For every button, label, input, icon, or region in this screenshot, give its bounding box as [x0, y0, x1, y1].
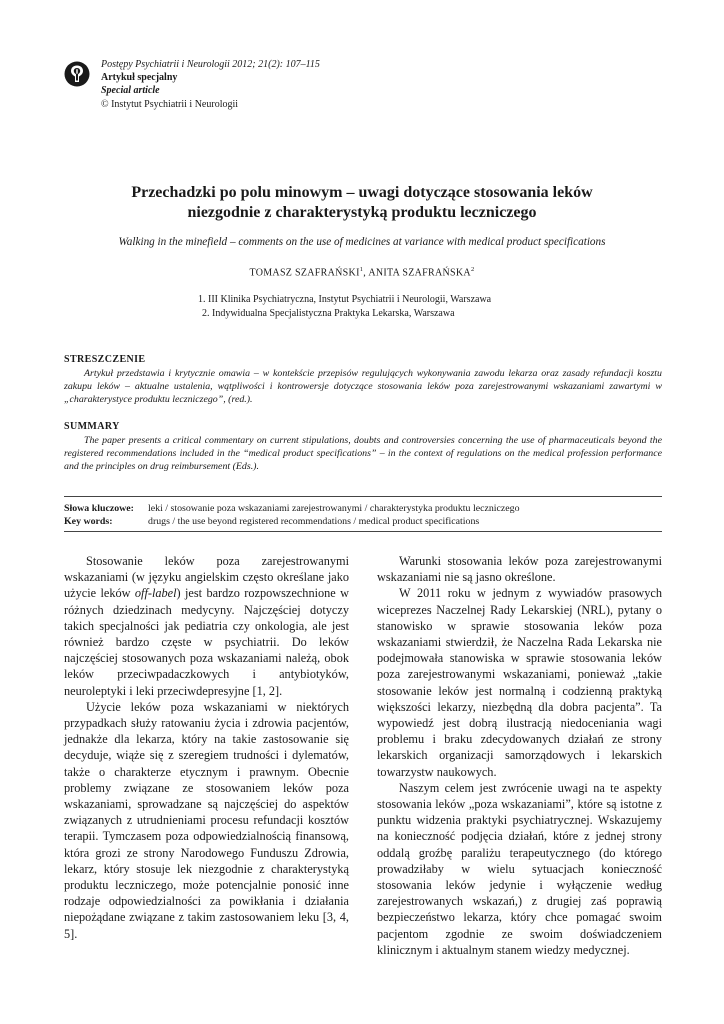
body-paragraph: Naszym celem jest zwrócenie uwagi na te aspekty stosowania leków „poza wskazaniami”, które są istotne z punktu widzenia praktyki psychiatrycznej. Wskazujemy na konieczność podjęcia działań, które z jednej strony oddalą groźbę paraliżu terapeutycznego (do którego prowadziłaby w wielu sytuacjach konieczność stosowania leków jedynie i wyłączenie według zarejestrowanych wskazań,) z drugiej zaś poprawią bezpieczeństwo lekarza, który chce pomagać swoim pacjentom zgodnie ze swoim doświadczeniem klinicznym i aktualnym stanem wiedzy medycznej. [377, 780, 662, 957]
abstract-pl-text: Artykuł przedstawia i krytycznie omawia – w kontekście przepisów regulujących wykonywania zawodu lekarza oraz zasady refundacji kosztu zakupu leków – aktualne ustalenia, wątpliwości i kontrowersje dotyczące stosowania leków poza zarejestrowanymi wskazaniami zawartymi w „charakterystyce produktu leczniczego”, (red.). [64, 368, 662, 406]
author-separator: , [363, 267, 369, 279]
article-title [62, 183, 662, 223]
author-name: TOMASZ SZAFRAŃSKI [249, 267, 360, 279]
body-text: Stosowanie leków poza zarejestrowanymi wskazaniami (w języku angielskim często określane jako użycie leków [64, 554, 349, 601]
keywords-en-value: drugs / the use beyond registered recommendations / medical product specifications [148, 516, 480, 527]
title-line-1: Przechadzki po polu minowym – uwagi dotyczące stosowania leków [131, 184, 593, 201]
keywords-rule-top [64, 496, 662, 497]
affiliation-item: 1. III Klinika Psychiatryczna, Instytut Psychiatrii i Neurologii, Warszawa [198, 294, 492, 305]
authors [62, 266, 662, 278]
body-paragraph [64, 553, 349, 699]
body-paragraph: Użycie leków poza wskazaniami w niektórych przypadkach służy ratowaniu życia i zdrowia pacjentów, jednakże dla lekarza, który na takie zastosowanie się decyduje, wiąże się z szeregiem trudności i dylematów, także o charakterze etycznym i prawnym. Obecnie problemy związane ze stosowaniem leków poza wskazaniami, sprowadzane są najczęściej do aspektów związanych z utrudnieniami procesu refundacji kosztów terapii. Tymczasem poza odpowiedzialnością finansową, która grozi ze strony Narodowego Funduszu Zdrowia, lekarz, który stosuje lek niezgodnie z charakterystyką produktu leczniczego, może potencjalnie ponosić inne rodzaje odpowiedzialności za powikłania i działania niepożądane związane z takim zastosowaniem leku [3, 4, 5]. [64, 699, 349, 941]
keywords-en-label: Key words: [64, 516, 113, 527]
abstract-pl-heading: STRESZCZENIE [64, 354, 146, 365]
author-affiliation-mark: 1 [359, 266, 364, 273]
author-name: ANITA SZAFRAŃSKA [368, 267, 471, 279]
journal-citation: Postępy Psychiatrii i Neurologii 2012; 21(2): 107–115 [101, 59, 320, 70]
keywords-pl [64, 502, 520, 515]
abstract-en-heading: SUMMARY [64, 421, 120, 432]
title-line-2: niezgodnie z charakterystyką produktu leczniczego [187, 204, 537, 221]
copyright: © Instytut Psychiatrii i Neurologii [101, 98, 239, 110]
keywords-pl-label: Słowa kluczowe: [64, 503, 134, 514]
body-column-left [64, 553, 349, 942]
body-paragraph: W 2011 roku w jednym z wywiadów prasowych wiceprezes Naczelnej Rady Lekarskiej (NRL), pytany o stanowisko w sprawie stosowania leków poza wskazaniami stwierdził, że Naczelna Rada Lekarska nie podejmowała stanowiska w sprawie stosowania leków poza zarejestrowanymi wskazaniami, ponieważ „takie stosowanie leków jest normalną i codzienną praktyką większości lekarzy, niezbędną dla dobra pacjenta”. Ta wypowiedź jest dobrą ilustracją niedoceniania wagi problemu i braku zdecydowanych działań ze strony lekarskich organizacji samorządowych i lekarskich towarzystw naukowych. [377, 586, 662, 779]
keywords-en [64, 515, 479, 528]
journal-logo-icon [64, 61, 90, 87]
article-subtitle-en: Walking in the minefield – comments on the use of medicines at variance with medical product specifications [118, 236, 606, 248]
body-text-italic: off-label [134, 586, 177, 601]
body-paragraph: Warunki stosowania leków poza zarejestrowanymi wskazaniami nie są jasno określone. [377, 554, 662, 585]
article-type-en: Special article [101, 85, 160, 97]
abstract-en-text: The paper presents a critical commentary on current stipulations, doubts and controversies concerning the use of pharmaceuticals beyond the registered recommendations included in the “medical product specifications” – in the context of regulations on the medical profession performance and the principles on drug reimbursement (Eds.). [64, 435, 662, 473]
affiliation-item: 2. Indywidualna Specjalistyczna Praktyka Lekarska, Warszawa [202, 308, 455, 319]
keywords-pl-value: leki / stosowanie poza wskazaniami zarejestrowanymi / charakterystyka produktu leczniczego [148, 503, 520, 514]
author-affiliation-mark: 2 [470, 266, 475, 273]
body-column-right [377, 553, 662, 958]
journal-header [101, 58, 320, 111]
body-text: ) jest bardzo rozpowszechnione w różnych dziedzinach medycyny. Najczęściej dotyczy takich specjalności jak pediatria czy onkologia, ale jest również bardzo częste w psychiatrii. Do leków najczęściej stosowanych poza wskazaniami należą, obok leków przeciwpadaczkowych i antybiotyków, neuroleptyki i leki przeciwdepresyjne [1, 2]. [64, 586, 350, 698]
article-type-pl: Artykuł specjalny [101, 72, 178, 84]
keywords-rule-bottom [64, 531, 662, 532]
affiliations [198, 293, 491, 321]
